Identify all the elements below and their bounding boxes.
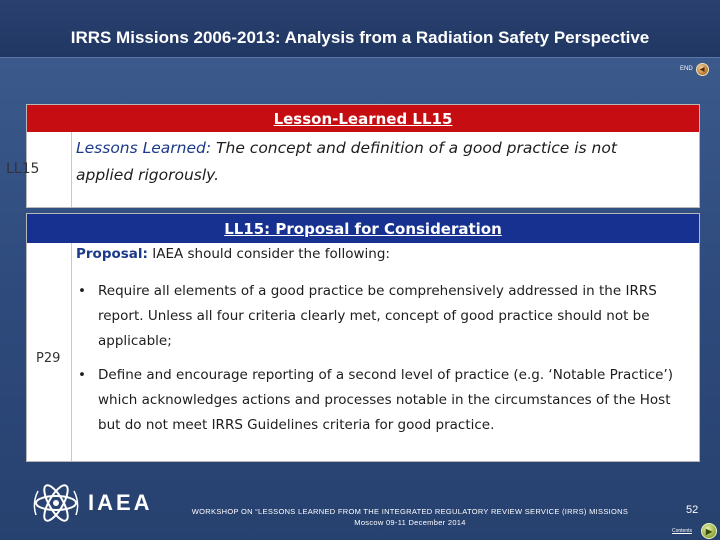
footer-line-1: WORKSHOP ON “LESSONS LEARNED FROM THE INTEGRATED REGULATORY REVIEW SERVICE (IRRS) MISSIONS — [191, 507, 629, 516]
lesson-text — [76, 135, 676, 189]
proposal-heading: LL15: Proposal for Consideration — [27, 214, 699, 243]
proposal-id: P29 — [36, 351, 61, 366]
navigation-arrow-icon[interactable]: ▶ — [701, 523, 717, 539]
footer-workshop — [190, 506, 630, 528]
page-title: IRRS Missions 2006-2013: Analysis from a Radiation Safety Perspective — [70, 28, 650, 47]
page-number: 52 — [686, 504, 699, 516]
end-button[interactable] — [680, 63, 709, 75]
end-button-icon: ◀ — [696, 63, 709, 76]
lesson-id: LL15 — [6, 161, 40, 177]
lesson-label: Lessons Learned: — [76, 139, 212, 157]
bullet-text: Define and encourage reporting of a second level of practice (e.g. ‘Notable Practice’) which acknowledges actions and processes notable in the circumstances of the Host but do not meet IRRS Guidelines criteria for good practice. — [98, 367, 674, 433]
iaea-atom-logo — [30, 483, 82, 523]
iaea-logo — [30, 483, 153, 523]
bullet-dot: • — [78, 283, 86, 299]
bullet-text: Require all elements of a good practice be comprehensively addressed in the IRRS report. Unless all four criteria clearly met, concept of good practice should not be applicable; — [98, 283, 657, 349]
proposal-bullet — [78, 363, 683, 438]
lesson-body: The concept and definition of a good practice is not applied rigorously. — [76, 139, 617, 184]
logo-text: IAEA — [88, 490, 153, 515]
proposal-bullet — [78, 279, 683, 354]
lesson-heading: Lesson-Learned LL15 — [27, 105, 699, 132]
proposal-label: Proposal: — [76, 246, 148, 262]
end-label: END — [680, 66, 693, 72]
proposal-intro — [76, 246, 686, 262]
footer-line-2: Moscow 09-11 December 2014 — [354, 518, 466, 527]
proposal-intro-text: IAEA should consider the following: — [152, 246, 390, 262]
bullet-dot: • — [78, 367, 86, 383]
contents-link[interactable]: Contents — [672, 528, 693, 534]
